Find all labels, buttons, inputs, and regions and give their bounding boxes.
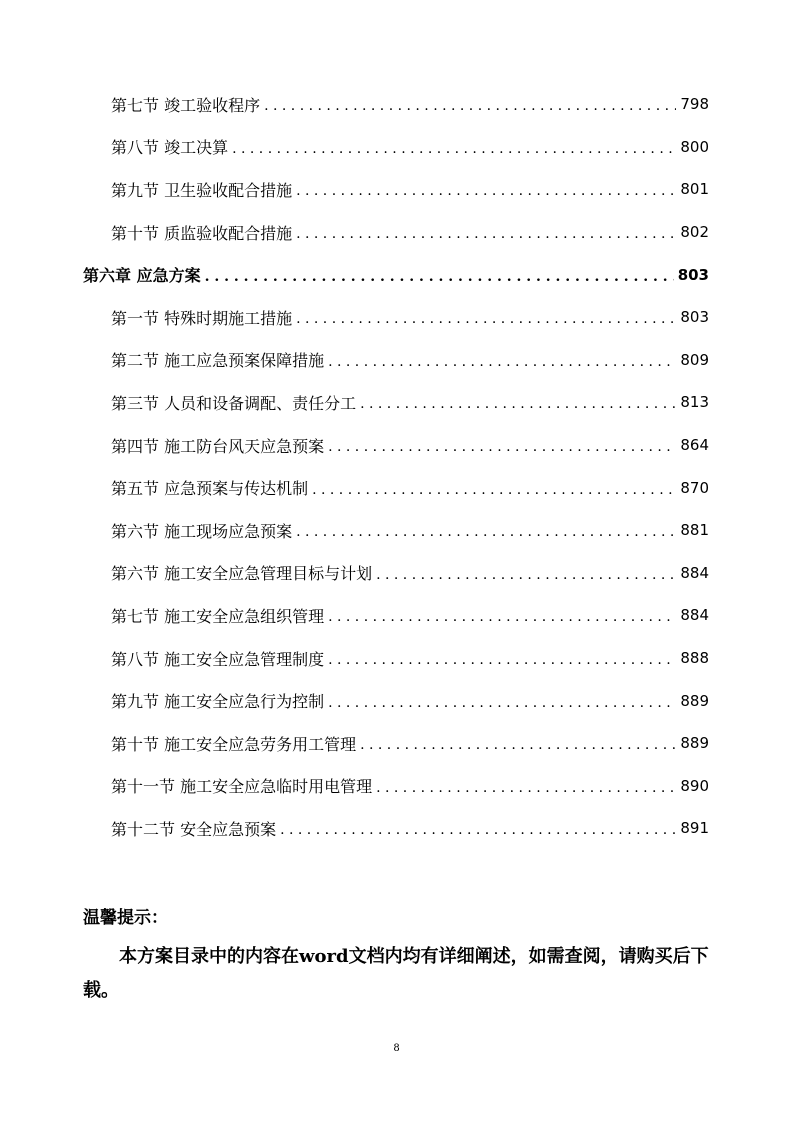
- toc-entry[interactable]: [0, 296, 793, 339]
- toc-entry-page: 801: [680, 180, 709, 199]
- toc-entry-page: 809: [680, 350, 709, 369]
- toc-dot-leader: [296, 226, 676, 242]
- toc-entry-page: 798: [680, 95, 709, 114]
- toc-entry-title: 第三节 人员和设备调配、责任分工: [111, 393, 357, 413]
- toc-entry-page: 813: [680, 393, 709, 412]
- toc-chapter-entry[interactable]: [0, 253, 793, 296]
- toc-entry-title: 第四节 施工防台风天应急预案: [111, 436, 325, 456]
- toc-entry[interactable]: [0, 807, 793, 850]
- toc-entry-title: 第二节 施工应急预案保障措施: [111, 351, 325, 371]
- page-number: 8: [393, 1043, 400, 1054]
- toc-entry-page: 890: [680, 776, 709, 795]
- toc-entry[interactable]: [0, 637, 793, 680]
- toc-entry-title: 第十二节 安全应急预案: [111, 819, 277, 839]
- table-of-contents: [0, 83, 793, 850]
- toc-entry[interactable]: [0, 83, 793, 126]
- toc-entry[interactable]: [0, 722, 793, 765]
- toc-entry-page: 891: [680, 819, 709, 838]
- toc-dot-leader: [360, 396, 676, 412]
- toc-dot-leader: [328, 439, 676, 455]
- toc-entry-title: 第一节 特殊时期施工措施: [111, 308, 293, 328]
- toc-entry[interactable]: [0, 381, 793, 424]
- toc-entry[interactable]: [0, 466, 793, 509]
- toc-entry[interactable]: [0, 211, 793, 254]
- toc-entry-title: 第十节 施工安全应急劳务用工管理: [111, 734, 357, 754]
- toc-chapter-title: 第六章 应急方案: [83, 266, 201, 286]
- toc-entry[interactable]: [0, 509, 793, 552]
- toc-entry-page: 888: [680, 649, 709, 668]
- toc-entry-title: 第十一节 施工安全应急临时用电管理: [111, 777, 373, 797]
- toc-entry[interactable]: [0, 339, 793, 382]
- toc-entry-page: 884: [680, 606, 709, 625]
- toc-dot-leader: [205, 269, 674, 285]
- toc-entry-title: 第七节 竣工验收程序: [111, 95, 261, 115]
- toc-entry-title: 第六节 施工现场应急预案: [111, 521, 293, 541]
- toc-entry-title: 第八节 竣工决算: [111, 138, 229, 158]
- toc-dot-leader: [296, 183, 676, 199]
- toc-entry-title: 第十节 质监验收配合措施: [111, 223, 293, 243]
- toc-entry[interactable]: [0, 424, 793, 467]
- toc-dot-leader: [328, 695, 676, 711]
- toc-entry[interactable]: [0, 552, 793, 595]
- toc-dot-leader: [232, 141, 676, 157]
- toc-entry-page: 884: [680, 563, 709, 582]
- toc-entry-page: 870: [680, 478, 709, 497]
- toc-dot-leader: [376, 780, 676, 796]
- toc-entry-title: 第六节 施工安全应急管理目标与计划: [111, 564, 373, 584]
- toc-dot-leader: [328, 652, 676, 668]
- toc-entry-page: 881: [680, 521, 709, 540]
- toc-entry-title: 第九节 卫生验收配合措施: [111, 180, 293, 200]
- toc-dot-leader: [328, 609, 676, 625]
- toc-dot-leader: [328, 354, 676, 370]
- toc-entry-title: 第五节 应急预案与传达机制: [111, 479, 309, 499]
- toc-entry[interactable]: [0, 765, 793, 808]
- toc-chapter-page: 803: [677, 265, 709, 284]
- toc-entry-page: 803: [680, 308, 709, 327]
- toc-entry[interactable]: [0, 126, 793, 169]
- toc-entry[interactable]: [0, 168, 793, 211]
- toc-dot-leader: [312, 482, 676, 498]
- toc-dot-leader: [264, 98, 676, 114]
- notice-heading: 温馨提示：: [83, 908, 168, 928]
- toc-entry[interactable]: [0, 594, 793, 637]
- toc-entry-title: 第七节 施工安全应急组织管理: [111, 606, 325, 626]
- toc-dot-leader: [376, 567, 676, 583]
- toc-entry-title: 第九节 施工安全应急行为控制: [111, 692, 325, 712]
- toc-dot-leader: [296, 311, 676, 327]
- toc-entry-page: 889: [680, 691, 709, 710]
- toc-entry-page: 889: [680, 734, 709, 753]
- toc-entry-page: 864: [680, 436, 709, 455]
- toc-entry-page: 802: [680, 223, 709, 242]
- toc-dot-leader: [360, 737, 676, 753]
- toc-entry-title: 第八节 施工安全应急管理制度: [111, 649, 325, 669]
- toc-dot-leader: [296, 524, 676, 540]
- toc-entry[interactable]: [0, 679, 793, 722]
- notice-body: 本方案目录中的内容在word文档内均有详细阐述，如需查阅，请购买后下载。: [83, 946, 709, 1001]
- toc-entry-page: 800: [680, 137, 709, 156]
- toc-dot-leader: [280, 822, 676, 838]
